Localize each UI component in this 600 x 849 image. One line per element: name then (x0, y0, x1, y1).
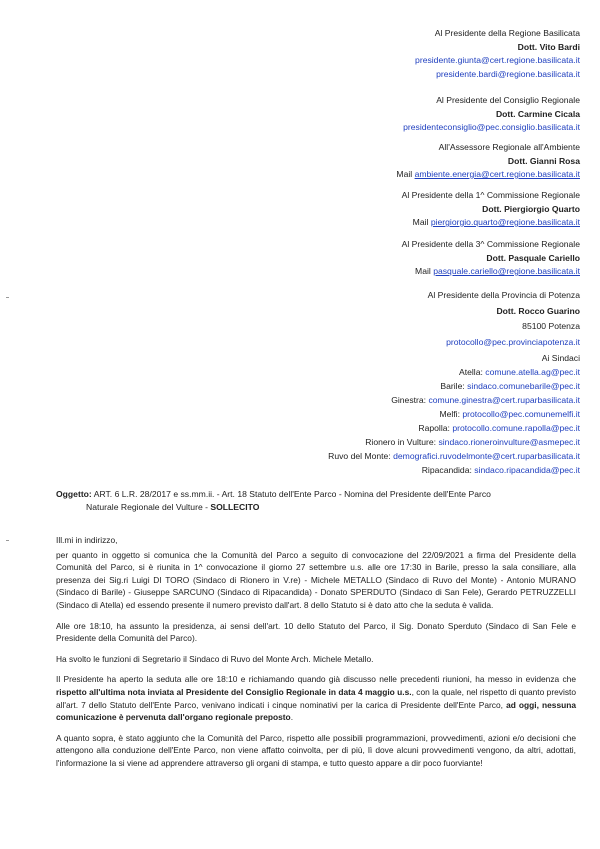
recipient-title: Al Presidente della 3^ Commissione Regionale (401, 239, 580, 249)
recipient-block-commissione-3 (250, 238, 580, 279)
recipient-block-provincia (250, 288, 580, 350)
comune-label: Melfi: (439, 409, 463, 419)
recipient-block-regione (250, 27, 580, 81)
recipient-name: Dott. Carmine Cicala (495, 108, 580, 119)
paragraph-4-emphasis: rispetto all'ultima nota inviata al Presidente del Consiglio Regionale in data 4 maggio u.s. (56, 686, 412, 697)
recipient-city: 85100 Potenza (522, 321, 580, 331)
comune-label: Ruvo del Monte: (328, 451, 394, 461)
letter-body (56, 534, 576, 778)
paragraph-4-text: . (290, 712, 294, 723)
sindaci-heading: Ai Sindaci (541, 353, 580, 363)
recipient-email[interactable]: pasquale.cariello@regione.basilicata.it (433, 266, 580, 276)
salutation: Ill.mi in indirizzo, (56, 535, 118, 545)
subject-line-2: Naturale Regionale del Vulture - (86, 502, 211, 512)
recipient-email[interactable]: ambiente.energia@cert.regione.basilicata.it (414, 169, 580, 179)
recipient-mail-line (250, 168, 580, 182)
recipient-name: Dott. Pasquale Cariello (486, 252, 580, 263)
sindaco-row (250, 393, 580, 407)
comune-label: Barile: (440, 381, 468, 391)
recipient-title: All'Assessore Regionale all'Ambiente (438, 142, 580, 152)
mail-prefix: Mail (412, 217, 431, 227)
sindaci-block (250, 351, 580, 477)
paragraph-4 (56, 673, 576, 723)
sindaco-row (250, 463, 580, 477)
sindaco-row (250, 449, 580, 463)
comune-label: Rapolla: (418, 423, 453, 433)
comune-email[interactable]: comune.ginestra@cert.ruparbasilicata.it (428, 395, 580, 405)
sindaco-row (250, 379, 580, 393)
subject-line-1: ART. 6 L.R. 28/2017 e ss.mm.ii. - Art. 18 Statuto dell'Ente Parco - Nomina del Presidente dell'Ente Parco (91, 489, 491, 499)
sindaco-row (250, 421, 580, 435)
comune-email[interactable]: sindaco.comunebarile@pec.it (467, 381, 580, 391)
recipient-name: Dott. Rocco Guarino (496, 305, 580, 316)
sindaco-row (250, 407, 580, 421)
recipient-title: Al Presidente della Provincia di Potenza (427, 290, 580, 300)
comune-email[interactable]: protocollo@pec.comunemelfi.it (462, 409, 580, 419)
recipient-name: Dott. Gianni Rosa (507, 155, 580, 166)
recipient-title: Al Presidente della Regione Basilicata (434, 28, 580, 38)
recipient-mail-line (250, 216, 580, 230)
comune-label: Ripacandida: (421, 465, 475, 475)
comune-email[interactable]: sindaco.rioneroinvulture@asmepec.it (438, 437, 580, 447)
recipient-title: Al Presidente della 1^ Commissione Regionale (401, 190, 580, 200)
recipient-mail-line (250, 265, 580, 279)
margin-mark (6, 540, 9, 541)
paragraph-4-emphasis: ad oggi, nessuna comunicazione è pervenuta dall'organo regionale preposto (56, 699, 576, 723)
paragraph-3: Ha svolto le funzioni di Segretario il Sindaco di Ruvo del Monte Arch. Michele Metallo. (56, 653, 374, 664)
subject-label: Oggetto: (56, 489, 92, 499)
paragraph-4-text: , con la quale, nel rispetto di quanto previsto all'art. 7 dello Statuto dell'Ente Parco, venivano indicati i cinque nominativi per la carica di Presidente dell'Ente Parco, (56, 686, 576, 710)
recipient-title: Al Presidente del Consiglio Regionale (436, 95, 580, 105)
margin-mark (6, 297, 9, 298)
sindaco-row (250, 435, 580, 449)
paragraph-5: A quanto sopra, è stato aggiunto che la Comunità del Parco, rispetto alle possibili programmazioni, provvedimenti, azioni e/o decisioni che attengono alla conduzione dell'Ente Parco, non viene affatto coinvolta, per di più, lì dove alcuni provvedimenti vengono, da altri, adottati, l'informazione la si viene ad apprendere attraverso gli organi di stampa, e tutto questo appare a dir poco fuorviante! (56, 732, 576, 768)
paragraph-4-text: Il Presidente ha aperto la seduta alle ore 18:10 e richiamando quando già discusso nelle precedenti riunioni, ha messo in evidenza che (56, 674, 576, 685)
paragraph-2: Alle ore 18:10, ha assunto la presidenza, ai sensi dell'art. 10 dello Statuto del Parco, il Sig. Donato Sperduto (Sindaco di San Fele e Presidente della Comunità del Parco). (56, 620, 576, 644)
comune-email[interactable]: protocollo.comune.rapolla@pec.it (452, 423, 580, 433)
comune-label: Ginestra: (391, 395, 429, 405)
recipient-email[interactable]: protocollo@pec.provinciapotenza.it (446, 336, 580, 347)
comune-email[interactable]: demografici.ruvodelmonte@cert.ruparbasilicata.it (393, 451, 580, 461)
recipient-block-assessore (250, 141, 580, 182)
comune-label: Atella: (459, 367, 486, 377)
comune-email[interactable]: sindaco.ripacandida@pec.it (474, 465, 580, 475)
subject-emphasis: SOLLECITO (210, 502, 260, 512)
recipient-email[interactable]: presidente.giunta@cert.regione.basilicata.it (415, 55, 580, 65)
subject-block (56, 488, 576, 514)
recipient-email[interactable]: presidente.bardi@regione.basilicata.it (436, 68, 580, 79)
mail-prefix: Mail (396, 169, 415, 179)
recipient-name: Dott. Vito Bardi (517, 41, 580, 52)
recipient-block-consiglio (250, 94, 580, 135)
mail-prefix: Mail (415, 266, 434, 276)
recipient-name: Dott. Piergiorgio Quarto (482, 203, 580, 214)
recipient-email[interactable]: presidenteconsiglio@pec.consiglio.basilicata.it (403, 122, 580, 132)
recipient-block-commissione-1 (250, 189, 580, 230)
recipient-email[interactable]: piergiorgio.quarto@regione.basilicata.it (430, 217, 580, 227)
sindaco-row (250, 365, 580, 379)
paragraph-1: per quanto in oggetto si comunica che la Comunità del Parco a seguito di convocazione del 22/09/2021 a firma del Presidente della Comunità del Parco, si è riunita in 1^ convocazione il giorno 27 settembre u.s. alle ore 17:30 in Barile, presso la sala consiliare, alla presenza dei Sig.ri Luigi DI TORO (Sindaco di Rionero in V.re) - Michele METALLO (Sindaco di Ruvo del Monte) - Antonio MURANO (Sindaco di Barile) - Giuseppe SARCUNO (Sindaco di Ripacandida) - Donato SPERDUTO (Sindaco di San Fele), Gerardo PETRUZZELLI (Sindaco di Atella) ed essendo presente il numero previsto dall'art. 8 dello Statuto si è dato atto che la seduta è valida. (56, 549, 576, 610)
comune-label: Rionero in Vulture: (365, 437, 439, 447)
comune-email[interactable]: comune.atella.ag@pec.it (485, 367, 580, 377)
